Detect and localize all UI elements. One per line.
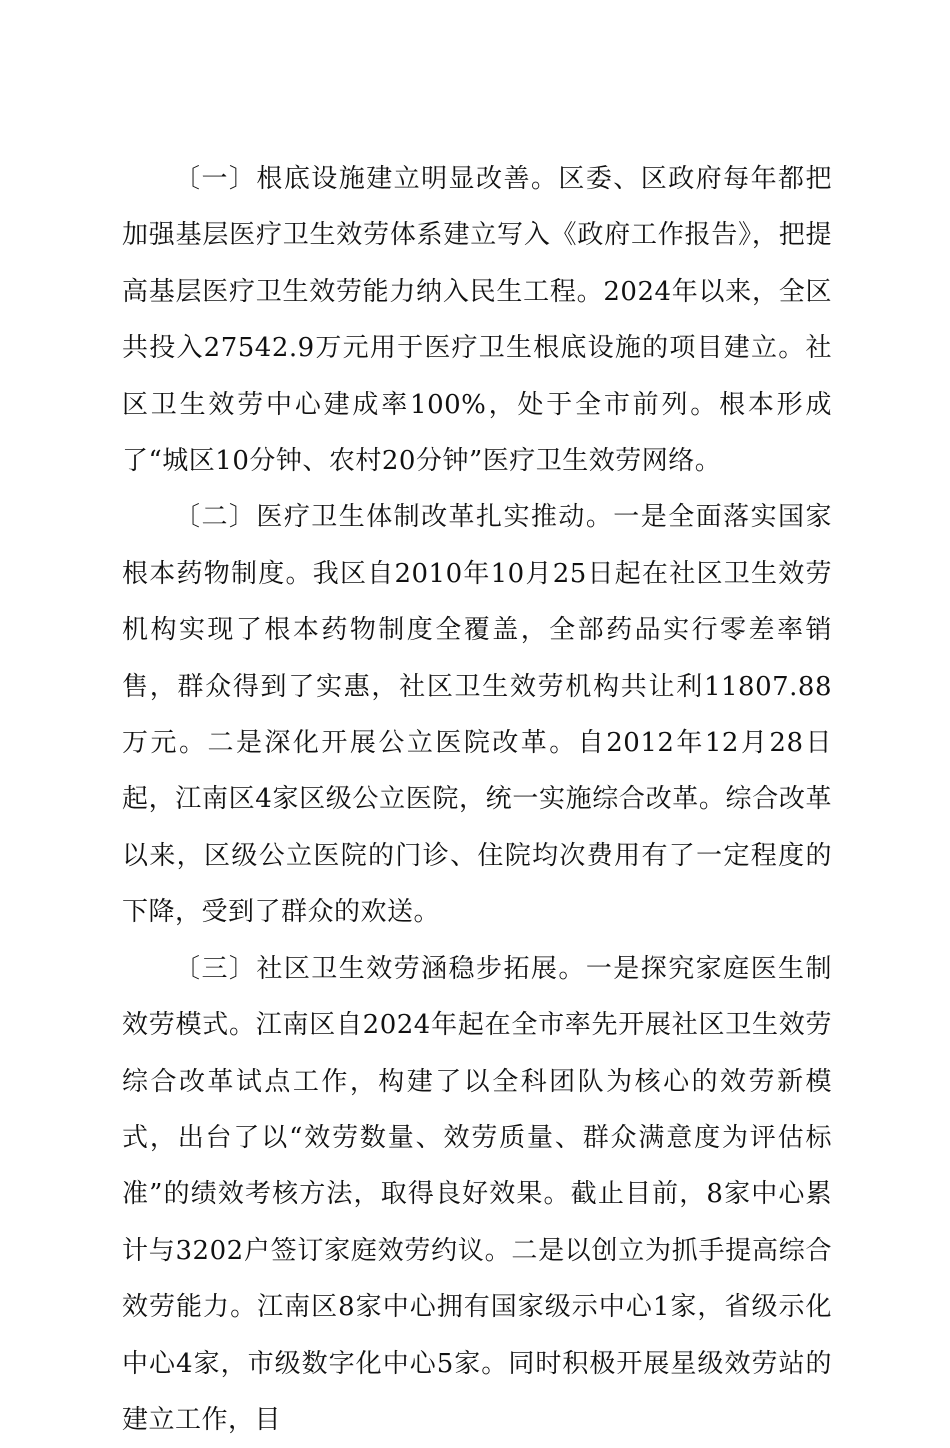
paragraph-medical-reform: 〔二〕医疗卫生体制改革扎实推动。一是全面落实国家根本药物制度。我区自2010年10月25日起在社区卫生效劳机构实现了根本药物制度全覆盖，全部药品实行零差率销售，群众得到了实惠，社区卫生效劳机构共让利11807.88万元。二是深化开展公立医院改革。自2012年12月28日起，江南区4家区级公立医院，统一实施综合改革。综合改革以来，区级公立医院的门诊、住院均次费用有了一定程度的下降，受到了群众的欢送。 — [122, 502, 832, 928]
paragraph-community-service: 〔三〕社区卫生效劳涵稳步拓展。一是探究家庭医生制效劳模式。江南区自2024年起在全市率先开展社区卫生效劳综合改革试点工作，构建了以全科团队为核心的效劳新模式，出台了以“效劳数量、效劳质量、群众满意度为评估标准”的绩效考核方法，取得良好效果。截止目前，8家中心累计与3202户签订家庭效劳约议。二是以创立为抓手提高综合效劳能力。江南区8家中心拥有国家级示中心1家，省级示化中心4家，市级数字化中心5家。同时积极开展星级效劳站的建立工作，目 — [122, 953, 832, 1435]
paragraph-infrastructure: 〔一〕根底设施建立明显改善。区委、区政府每年都把加强基层医疗卫生效劳体系建立写入《政府工作报告》，把提高基层医疗卫生效劳能力纳入民生工程。2024年以来，全区共投入27542.9万元用于医疗卫生根底设施的项目建立。社区卫生效劳中心建成率100%，处于全市前列。根本形成了“城区10分钟、农村20分钟”医疗卫生效劳网络。 — [122, 164, 832, 477]
document-body — [122, 151, 832, 1448]
